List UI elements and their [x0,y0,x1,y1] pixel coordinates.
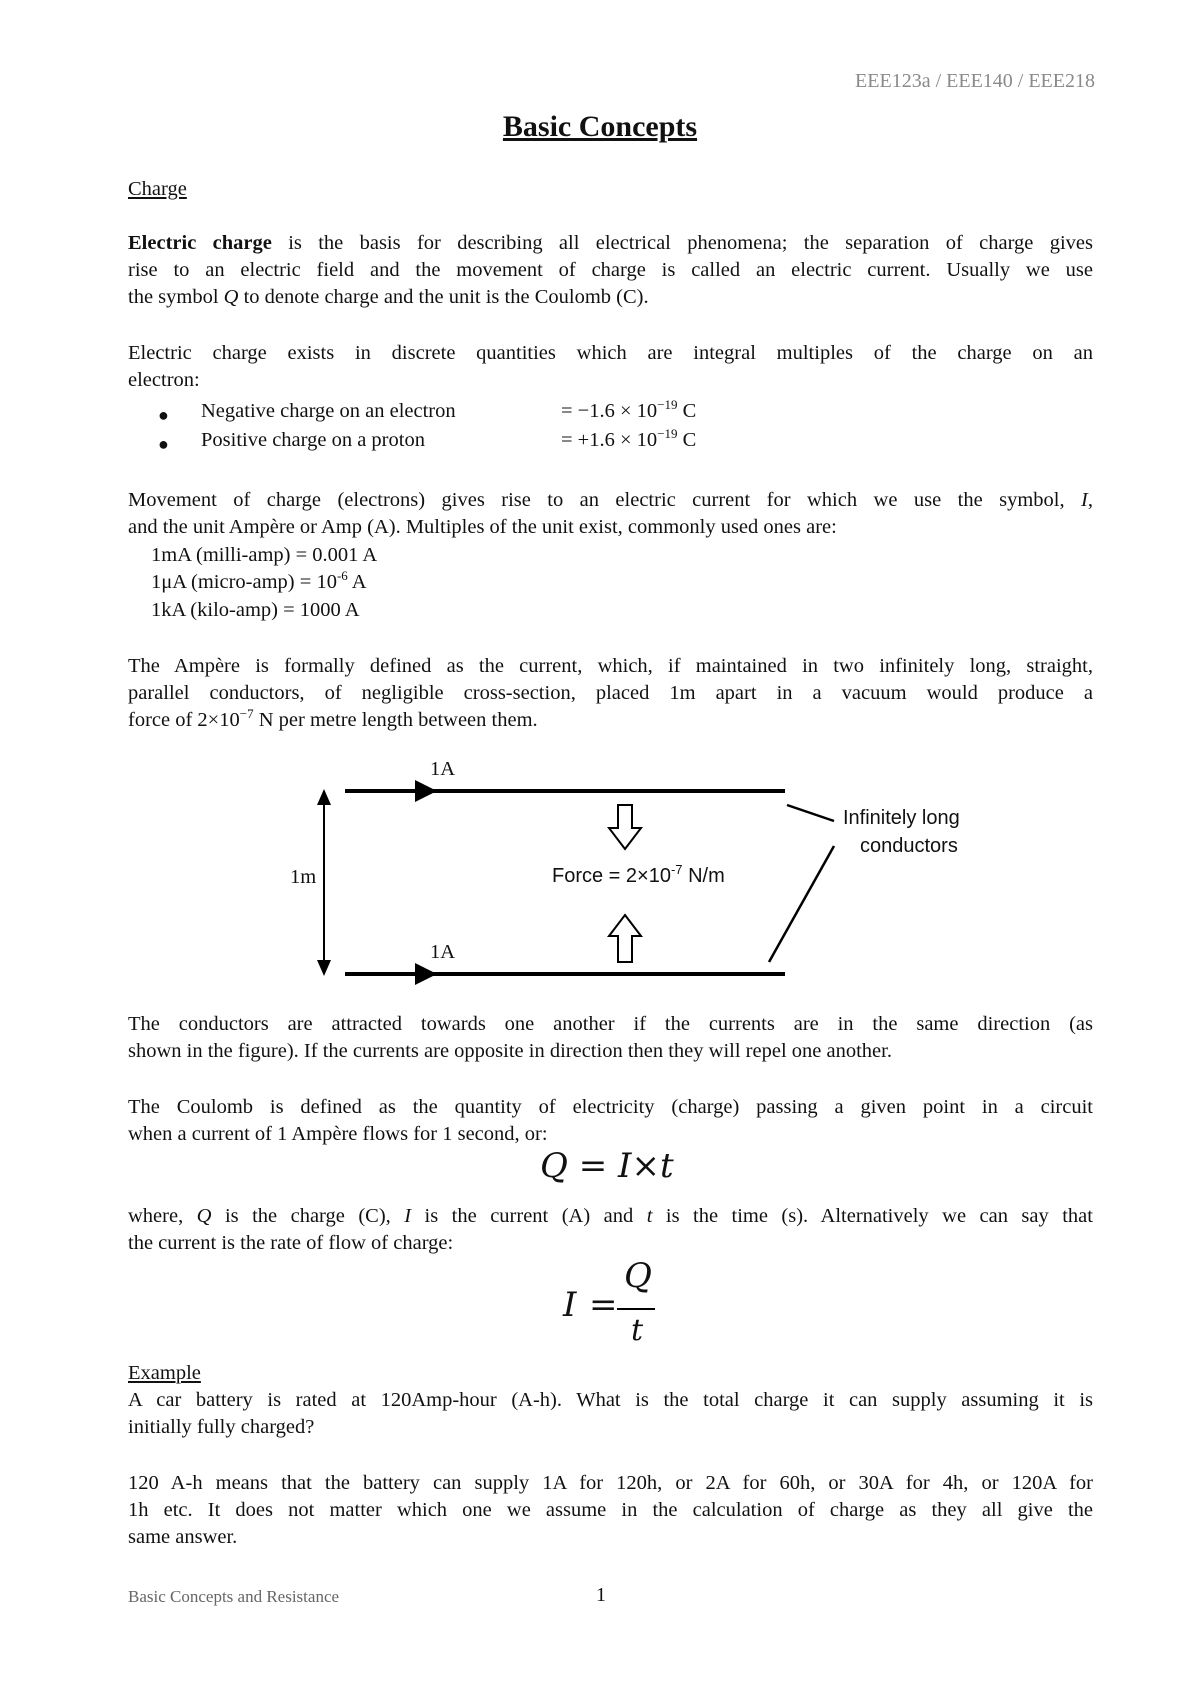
top-current-arrow-icon [415,780,437,802]
paragraph-line: The Ampère is formally defined as the current, which, if maintained in two infinitely long, straight, [128,655,1093,677]
text-span: N/m [682,865,725,887]
paragraph-line: the current is the rate of flow of charge: [128,1232,454,1254]
paragraph-line: same answer. [128,1526,238,1548]
text-span: the symbol [128,286,224,308]
text-span: , [1087,489,1093,511]
text-span: is the charge (C), [211,1205,405,1227]
text-span: where, [128,1205,197,1227]
value-text: = +1.6 × 10 [561,429,658,451]
text-span: is the current (A) and [411,1205,647,1227]
separation-label: 1m [290,866,317,888]
force-down-arrow-icon [609,805,641,849]
text-span: force of 2×10 [128,709,240,731]
paragraph-line: The conductors are attracted towards one another if the currents are in the same direction (as [128,1013,1093,1035]
paragraph-line [128,1203,1093,1230]
equation-denominator: t [631,1313,644,1348]
fraction-bar [617,1307,657,1311]
equation-charge [540,1146,674,1186]
paragraph-line: Electric charge exists in discrete quantities which are integral multiples of the charge on an [128,342,1093,364]
text-span: A [347,571,367,593]
example-heading: Example [128,1362,201,1384]
symbol-q: Q [196,1205,212,1227]
eq-term: Q [540,1146,568,1186]
exponent: −19 [657,426,678,441]
eq-term: t [659,1146,674,1186]
callout-line-bottom [769,846,834,962]
paragraph-line: 1h etc. It does not matter which one we assume in the calculation of charge as they all give the [128,1499,1093,1521]
paragraph-line: shown in the figure). If the currents are opposite in direction then they will repel one another. [128,1040,892,1062]
paragraph-line: rise to an electric field and the movement of charge is called an electric current. Usually we use [128,259,1093,281]
text-span: to denote charge and the unit is the Coulomb (C). [238,286,649,308]
bullet-icon: ● [158,434,169,454]
exponent: −7 [239,706,254,721]
exponent: -6 [336,568,348,583]
eq-operator: = [578,1146,608,1186]
callout-line-top [787,805,834,821]
footer-title: Basic Concepts and Resistance [128,1587,340,1606]
bold-term: Electric charge [128,232,272,254]
eq-operator: × [631,1146,660,1186]
symbol-i: I [404,1205,412,1227]
text-span: 1μA (micro-amp) = 10 [151,571,337,593]
text-span: N per metre length between them. [253,709,538,731]
page-number: 1 [596,1584,606,1606]
page-title: Basic Concepts [502,110,698,143]
callout-label-line1: Infinitely long [843,807,960,829]
equation-operator: = [589,1285,618,1325]
unit-text: C [677,400,697,422]
paragraph-line: when a current of 1 Ampère flows for 1 second, or: [128,1123,548,1145]
top-current-label: 1A [430,758,456,780]
unit-text: C [677,429,697,451]
symbol-q: Q [223,286,239,308]
text-span: 1kA (kilo-amp) = 1000 A [151,599,360,621]
value-text: = −1.6 × 10 [561,400,658,422]
bullet-label: Negative charge on an electron [201,400,456,422]
text-span: Movement of charge (electrons) gives rise to an electric current for which we use the symbol, [128,489,1082,511]
paragraph-line: The Coulomb is defined as the quantity of electricity (charge) passing a given point in a circuit [128,1096,1093,1118]
bullet-label: Positive charge on a proton [201,429,425,451]
paragraph-line: initially fully charged? [128,1416,315,1438]
bottom-current-arrow-icon [415,963,437,985]
bottom-current-label: 1A [430,941,456,963]
paragraph-line: electron: [128,369,200,391]
text-span: 1mA (milli-amp) = 0.001 A [151,544,378,566]
course-codes: EEE123a / EEE140 / EEE218 [855,70,1095,92]
text-span: is the basis for describing all electrical phenomena; the separation of charge gives [271,232,1094,254]
exponent: -7 [670,862,683,877]
equation-lhs: I [563,1285,577,1325]
force-label [552,862,725,888]
exponent: −19 [657,397,678,412]
paragraph-line: and the unit Ampère or Amp (A). Multiples of the unit exist, commonly used ones are: [128,516,837,538]
section-heading-charge: Charge [128,178,187,200]
bullet-icon: ● [158,405,169,425]
paragraph-line: 120 A-h means that the battery can supply 1A for 120h, or 2A for 60h, or 30A for 4h, or 120A for [128,1472,1093,1494]
eq-term: I [618,1146,632,1186]
symbol-t: t [646,1205,653,1227]
text-span: is the time (s). Alternatively we can say that [652,1205,1093,1227]
equation-numerator: Q [624,1256,652,1296]
separation-arrow-down-icon [317,960,331,976]
callout-label-line2: conductors [860,835,958,857]
text-span: Force = 2×10 [552,865,671,887]
paragraph-line: parallel conductors, of negligible cross-section, placed 1m apart in a vacuum would produce a [128,682,1093,704]
force-up-arrow-icon [609,915,641,962]
separation-arrow-up-icon [317,789,331,805]
symbol-i: I [1081,489,1088,511]
paragraph-line: A car battery is rated at 120Amp-hour (A-h). What is the total charge it can supply assuming it is [128,1389,1093,1411]
